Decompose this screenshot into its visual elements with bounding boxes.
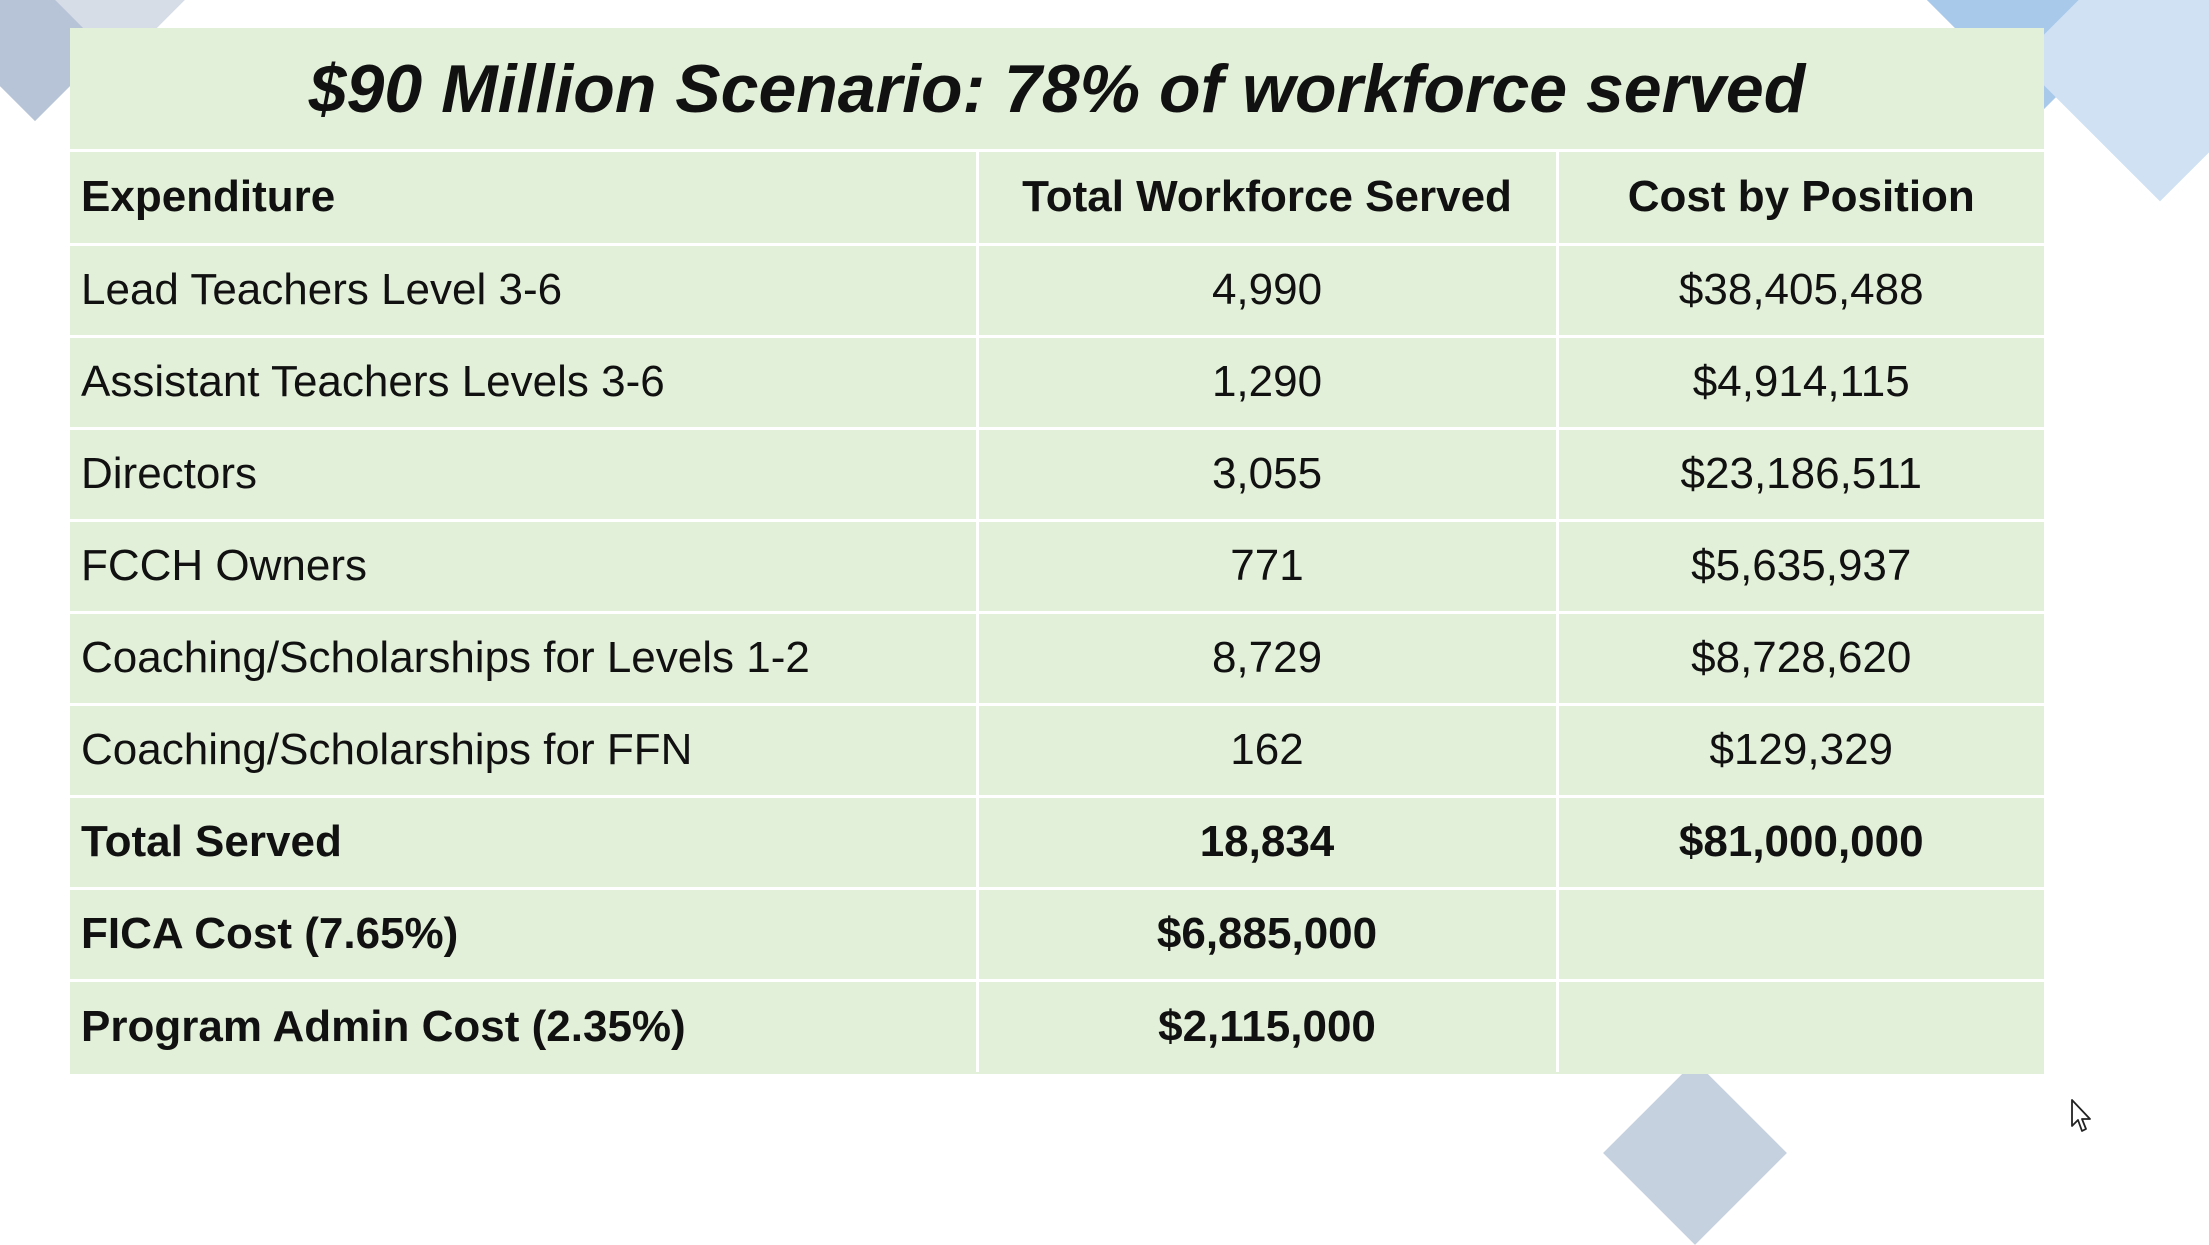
- row-cost: $23,186,511: [1557, 428, 2044, 520]
- table-row: [70, 704, 2044, 796]
- total-served-count: 18,834: [977, 796, 1557, 888]
- row-cost: $5,635,937: [1557, 520, 2044, 612]
- fica-cost-row: [70, 888, 2044, 980]
- slide-title: $90 Million Scenario: 78% of workforce served: [70, 28, 2044, 152]
- table-row: [70, 612, 2044, 704]
- row-workforce-served: 3,055: [977, 428, 1557, 520]
- row-expenditure: Coaching/Scholarships for FFN: [70, 704, 977, 796]
- admin-cost-label: Program Admin Cost (2.35%): [70, 980, 977, 1072]
- total-served-row: [70, 796, 2044, 888]
- mouse-pointer-icon: [2070, 1098, 2094, 1134]
- row-expenditure: Lead Teachers Level 3-6: [70, 244, 977, 336]
- row-workforce-served: 1,290: [977, 336, 1557, 428]
- row-cost: $129,329: [1557, 704, 2044, 796]
- table-row: [70, 428, 2044, 520]
- table-row: [70, 244, 2044, 336]
- admin-cost-empty: [1557, 980, 2044, 1072]
- row-cost: $4,914,115: [1557, 336, 2044, 428]
- row-workforce-served: 4,990: [977, 244, 1557, 336]
- header-total-workforce-served: Total Workforce Served: [977, 152, 1557, 244]
- row-expenditure: Coaching/Scholarships for Levels 1-2: [70, 612, 977, 704]
- fica-cost-value: $6,885,000: [977, 888, 1557, 980]
- row-expenditure: FCCH Owners: [70, 520, 977, 612]
- row-cost: $38,405,488: [1557, 244, 2044, 336]
- row-workforce-served: 771: [977, 520, 1557, 612]
- fica-cost-label: FICA Cost (7.65%): [70, 888, 977, 980]
- admin-cost-value: $2,115,000: [977, 980, 1557, 1072]
- total-served-cost: $81,000,000: [1557, 796, 2044, 888]
- decorative-shape-bottom: [1603, 1061, 1787, 1245]
- table-row: [70, 520, 2044, 612]
- row-expenditure: Assistant Teachers Levels 3-6: [70, 336, 977, 428]
- slide-panel: [70, 28, 2044, 1074]
- header-expenditure: Expenditure: [70, 152, 977, 244]
- row-workforce-served: 162: [977, 704, 1557, 796]
- fica-cost-empty: [1557, 888, 2044, 980]
- table-header-row: [70, 152, 2044, 244]
- row-expenditure: Directors: [70, 428, 977, 520]
- row-workforce-served: 8,729: [977, 612, 1557, 704]
- scenario-table: [70, 152, 2044, 1072]
- admin-cost-row: [70, 980, 2044, 1072]
- table-row: [70, 336, 2044, 428]
- row-cost: $8,728,620: [1557, 612, 2044, 704]
- header-cost-by-position: Cost by Position: [1557, 152, 2044, 244]
- total-served-label: Total Served: [70, 796, 977, 888]
